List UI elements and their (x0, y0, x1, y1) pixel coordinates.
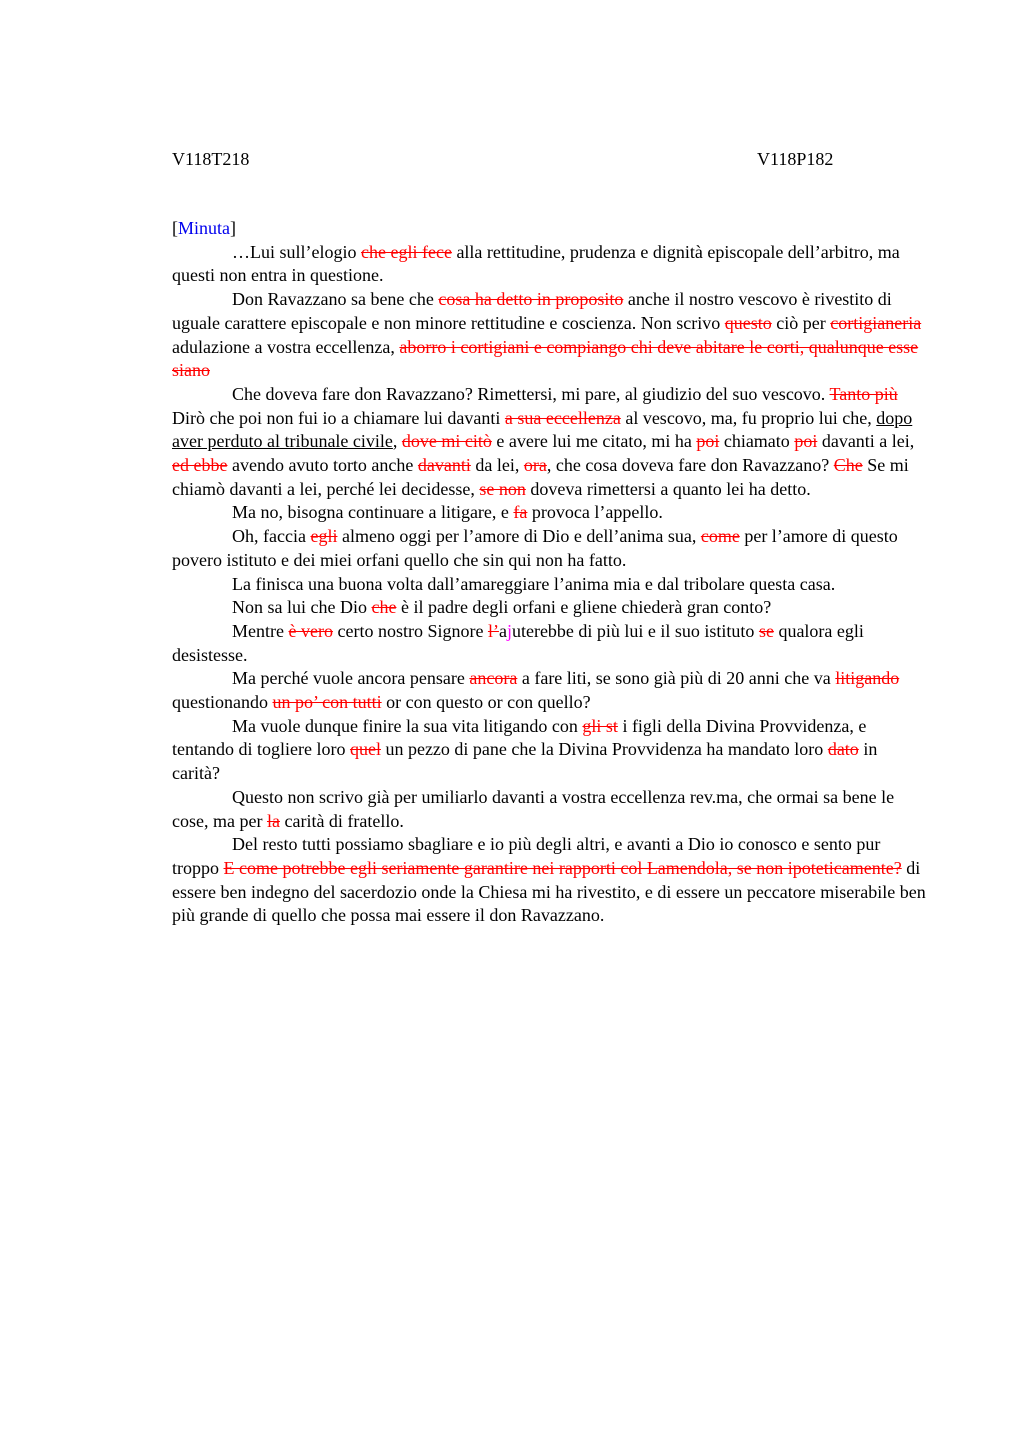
deleted-text: come (700, 526, 740, 547)
label-open-bracket: [ (172, 218, 178, 238)
text-run: Ma no, bisogna continuare a litigare, e (232, 502, 514, 523)
text-run: ciò per (771, 312, 831, 333)
paragraph (172, 501, 928, 525)
text-run: or con questo or con quello? (381, 692, 591, 713)
text-run: Se mi chiamò davanti a lei, perché lei decidesse, (172, 455, 909, 499)
text-run: doveva rimettersi a quanto lei ha detto. (525, 478, 811, 499)
text-run: avendo avuto torto anche (227, 455, 418, 476)
deleted-text: litigando (835, 668, 900, 689)
paragraph (172, 715, 928, 786)
paragraph-list (172, 241, 928, 928)
deleted-text: ancora (469, 668, 518, 689)
header-left-code: V118T218 (172, 149, 250, 169)
text-run: di essere ben indegno del sacerdozio onde la Chiesa mi ha rivestito, e di essere un peccatore miserabile ben più grande di quello che possa mai essere il don Ravazzano. (172, 857, 926, 926)
deleted-text: cortigianeria (830, 312, 922, 333)
paragraph (172, 667, 928, 714)
deleted-text: Che (833, 455, 863, 476)
deleted-text: egli (310, 526, 338, 547)
deleted-text: poi (794, 431, 818, 452)
text-run: in carità? (172, 739, 878, 784)
deleted-text: E come potrebbe egli seriamente garantire nei rapporti col Lamendola, se non ipoteticamente? (223, 857, 902, 878)
text-run: Del resto tutti possiamo sbagliare e io più degli altri, e avanti a Dio io conosco e sento pur troppo (172, 834, 881, 878)
deleted-text: davanti (417, 455, 471, 476)
deleted-text: dato (827, 739, 859, 760)
deleted-text: un po’ con tutti (272, 692, 382, 713)
deleted-text: è vero (288, 620, 333, 641)
inserted-text: j (506, 620, 512, 641)
deleted-text: se non (479, 478, 526, 499)
text-run: da lei, (470, 455, 524, 476)
text-run: i figli della Divina Provvidenza, e tentando di togliere loro (172, 715, 867, 760)
paragraph (172, 833, 928, 928)
text-run: Dirò che poi non fui io a chiamare lui davanti (172, 407, 505, 428)
document-body (172, 217, 928, 928)
deleted-text: Tanto più (829, 383, 898, 404)
deleted-text: dove mi citò (401, 431, 492, 452)
text-run: e avere lui me citato, mi ha (491, 431, 697, 452)
text-run: certo nostro Signore (332, 620, 488, 641)
text-run: a fare liti, se sono già più di 20 anni che va (517, 668, 836, 689)
text-run: è il padre degli orfani e gliene chiederà gran conto? (396, 597, 772, 618)
text-run: Mentre (232, 620, 289, 641)
deleted-text: l’ (487, 620, 499, 641)
text-run: davanti a lei, (817, 431, 915, 452)
paragraph (172, 620, 928, 667)
text-run: almeno oggi per l’amore di Dio e dell’anima sua, (337, 526, 701, 547)
deleted-text: quel (349, 739, 381, 760)
text-run: Ma perché vuole ancora pensare (232, 668, 470, 689)
text-run: per l’amore di questo povero istituto e dei miei orfani quello che sin qui non ha fatto. (172, 526, 898, 570)
deleted-text: poi (696, 431, 720, 452)
text-run: qualora egli desistesse. (172, 620, 864, 665)
text-run: , (392, 431, 402, 452)
text-run: a (498, 620, 507, 641)
deleted-text: se (758, 620, 774, 641)
paragraph (172, 573, 928, 597)
deleted-text: questo (724, 312, 772, 333)
text-run: carità di fratello. (279, 810, 404, 831)
paragraph (172, 241, 928, 288)
text-run: Oh, faccia (232, 526, 311, 547)
text-run: alla rettitudine, prudenza e dignità episcopale dell’arbitro, ma questi non entra in questione. (172, 241, 900, 286)
text-run: chiamato (719, 431, 795, 452)
paragraph (172, 596, 928, 620)
paragraph (172, 786, 928, 833)
text-run: uterebbe di più lui e il suo istituto (511, 620, 759, 641)
text-run: Che doveva fare don Ravazzano? Rimettersi, mi pare, al giudizio del suo vescovo. (232, 383, 830, 404)
text-run: anche il nostro vescovo è rivestito di uguale carattere episcopale e non minore rettitudine e coscienza. Non scrivo (172, 289, 892, 333)
label-text: Minuta (178, 218, 230, 238)
deleted-text: cosa ha detto in proposito (438, 289, 624, 310)
text-run: adulazione a vostra eccellenza, (172, 336, 400, 357)
deleted-text: la (266, 810, 280, 831)
paragraph (172, 383, 928, 502)
label-close-bracket: ] (230, 218, 236, 238)
text-run: provoca l’appello. (527, 502, 663, 523)
text-run: , che cosa doveva fare don Ravazzano? (546, 455, 834, 476)
deleted-text: a sua eccellenza (504, 407, 621, 428)
paragraph (172, 525, 928, 572)
text-run: Non sa lui che Dio (232, 597, 372, 618)
deleted-text: fa (513, 502, 528, 523)
text-run: al vescovo, ma, fu proprio lui che, (620, 407, 877, 428)
deleted-text: gli st (582, 715, 618, 736)
header-right-code: V118P182 (757, 149, 834, 169)
text-run: …Lui sull’elogio (232, 241, 361, 262)
underlined-text: dopo aver perduto al tribunale civile (172, 407, 913, 452)
deleted-text: che egli fece (361, 241, 452, 262)
deleted-text: che (371, 597, 397, 618)
text-run: un pezzo di pane che la Divina Provvidenza ha mandato loro (380, 739, 828, 760)
text-run: Questo non scrivo già per umiliarlo davanti a vostra eccellenza rev.ma, che ormai sa bene le cose, ma per (172, 786, 895, 831)
text-run: Don Ravazzano sa bene che (232, 289, 439, 310)
minuta-label (172, 217, 928, 241)
deleted-text: aborro i cortigiani e compiango chi deve abitare le corti, qualunque esse siano (172, 336, 919, 381)
deleted-text: ora (523, 455, 547, 476)
paragraph (172, 288, 928, 383)
text-run: La finisca una buona volta dall’amareggiare l’anima mia e dal tribolare questa casa. (232, 573, 836, 594)
deleted-text: ed ebbe (172, 455, 228, 476)
text-run: questionando (172, 692, 273, 713)
text-run: Ma vuole dunque finire la sua vita litigando con (232, 715, 583, 736)
